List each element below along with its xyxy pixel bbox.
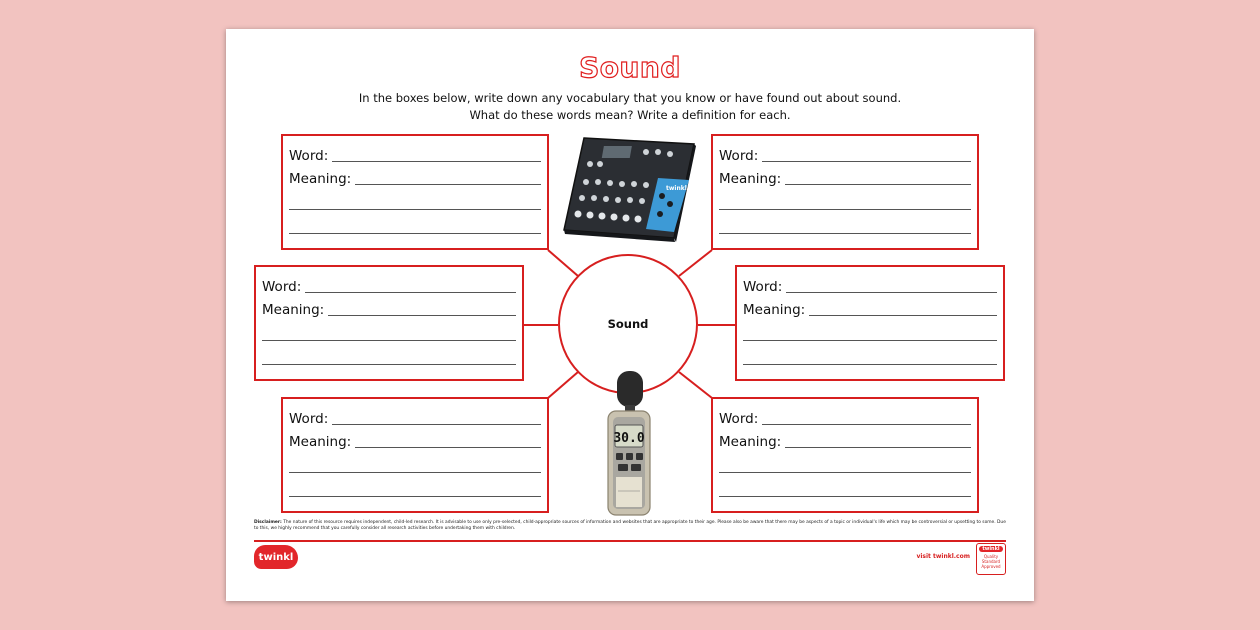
badge-title: twinkl: [979, 546, 1002, 552]
badge-subtitle: Quality Standard Approved: [981, 554, 1001, 569]
meaning-line-2[interactable]: [289, 451, 541, 473]
word-input-line[interactable]: [762, 161, 971, 162]
meaning-input-line[interactable]: [355, 447, 541, 448]
word-input-line[interactable]: [332, 424, 541, 425]
meaning-row: [719, 165, 971, 187]
vocab-box-bottom-right: [711, 397, 979, 513]
meaning-input-line[interactable]: [328, 315, 516, 316]
word-input-line[interactable]: [762, 424, 971, 425]
word-label: Word:: [262, 279, 302, 295]
instruction-line-2: What do these words mean? Write a definition for each.: [469, 108, 791, 122]
meaning-line-3[interactable]: [289, 475, 541, 497]
disclaimer-label: Disclaimer:: [254, 520, 282, 525]
meaning-input-line[interactable]: [785, 447, 971, 448]
meaning-label: Meaning:: [262, 302, 325, 318]
meaning-row: [289, 165, 541, 187]
visit-website-link[interactable]: visit twinkl.com: [916, 553, 970, 560]
word-label: Word:: [719, 411, 759, 427]
connector-top-left: [548, 250, 578, 276]
meaning-label: Meaning:: [289, 171, 352, 187]
connector-bottom-left: [548, 372, 578, 398]
connector-bottom-right: [679, 372, 712, 398]
center-topic-label: Sound: [607, 317, 649, 331]
meter-display-value: 30.0: [613, 431, 645, 446]
vocab-box-bottom-left: [281, 397, 549, 513]
meaning-row: [743, 296, 997, 318]
twinkl-logo-text: twinkl: [258, 551, 294, 563]
meaning-label: Meaning:: [719, 434, 782, 450]
vocab-box-top-right: [711, 134, 979, 250]
page-title: Sound: [579, 51, 681, 84]
quality-badge: [976, 543, 1006, 575]
footer-divider: [254, 540, 1006, 542]
worksheet: [226, 29, 1034, 601]
meaning-line-3[interactable]: [262, 343, 516, 365]
meaning-input-line[interactable]: [809, 315, 997, 316]
vocab-box-mid-right: [735, 265, 1005, 381]
word-input-line[interactable]: [786, 292, 997, 293]
disclaimer: [254, 520, 1006, 532]
mixer-brand-label: twinkl: [666, 185, 687, 192]
meaning-line-2[interactable]: [719, 188, 971, 210]
word-row: [262, 273, 516, 295]
meaning-row: [262, 296, 516, 318]
vocab-box-mid-left: [254, 265, 524, 381]
word-input-line[interactable]: [305, 292, 516, 293]
meaning-input-line[interactable]: [785, 184, 971, 185]
meaning-line-3[interactable]: [719, 212, 971, 234]
meaning-line-2[interactable]: [289, 188, 541, 210]
meaning-label: Meaning:: [289, 434, 352, 450]
word-label: Word:: [719, 148, 759, 164]
word-label: Word:: [289, 148, 329, 164]
meaning-line-3[interactable]: [289, 212, 541, 234]
word-row: [719, 142, 971, 164]
word-row: [289, 142, 541, 164]
meaning-row: [289, 428, 541, 450]
meaning-label: Meaning:: [743, 302, 806, 318]
word-label: Word:: [743, 279, 783, 295]
word-row: [289, 405, 541, 427]
word-row: [743, 273, 997, 295]
word-label: Word:: [289, 411, 329, 427]
meaning-input-line[interactable]: [355, 184, 541, 185]
meaning-line-2[interactable]: [262, 319, 516, 341]
twinkl-logo[interactable]: [254, 545, 298, 569]
meaning-line-3[interactable]: [743, 343, 997, 365]
meaning-line-2[interactable]: [743, 319, 997, 341]
sound-level-meter-image: [604, 369, 654, 519]
word-input-line[interactable]: [332, 161, 541, 162]
meaning-row: [719, 428, 971, 450]
audio-mixer-image: [562, 134, 702, 242]
meaning-label: Meaning:: [719, 171, 782, 187]
meaning-line-3[interactable]: [719, 475, 971, 497]
instruction-line-1: In the boxes below, write down any vocabulary that you know or have found out about sound.: [358, 91, 902, 105]
word-row: [719, 405, 971, 427]
meaning-line-2[interactable]: [719, 451, 971, 473]
vocab-box-top-left: [281, 134, 549, 250]
disclaimer-text: The nature of this resource requires independent, child-led research. It is advisable to use only pre-selected, child-appropriate sources of information and websites that are appropriate to their age. Please also be aware that there may be aspects of a topic or individual's life which may be controversial or upsetting to some. Due to this, we highly recommend that you carefully consider all research activities before undertaking them with children.: [254, 520, 1006, 531]
connector-top-right: [679, 250, 712, 276]
